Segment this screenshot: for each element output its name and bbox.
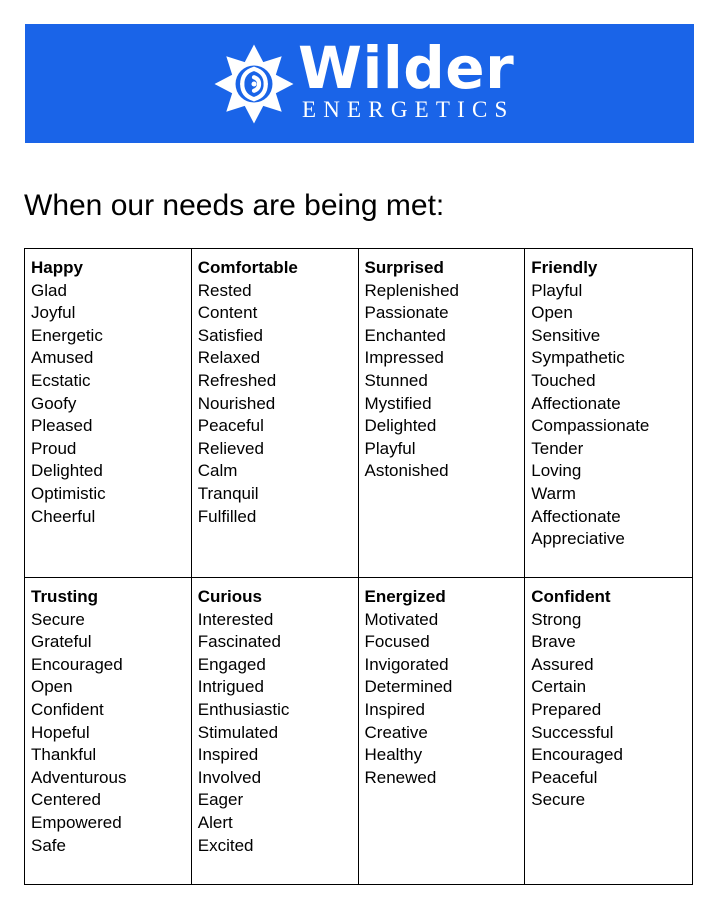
- star-swirl-icon: [212, 42, 296, 126]
- feeling-word: Calm: [197, 461, 238, 481]
- feeling-word: Energetic: [31, 325, 103, 345]
- feeling-word: Strong: [531, 609, 582, 629]
- feeling-word: Satisfied: [197, 325, 263, 345]
- feeling-word-list: [531, 280, 686, 551]
- feeling-word: Glad: [31, 280, 67, 300]
- feeling-word: Passionate: [364, 303, 449, 323]
- feeling-group-title: Surprised: [364, 258, 444, 277]
- feeling-word: Determined: [364, 677, 453, 697]
- feeling-word: Interested: [197, 609, 274, 629]
- feeling-word: Successful: [531, 722, 614, 742]
- brand-name: Wilder: [298, 34, 515, 102]
- feeling-word: Empowered: [31, 812, 122, 832]
- feeling-group-title: Energized: [364, 587, 446, 606]
- feeling-word: Appreciative: [531, 529, 625, 549]
- feeling-word: Delighted: [31, 461, 103, 481]
- feeling-group-title: Confident: [531, 587, 611, 606]
- feeling-word: Grateful: [31, 632, 92, 652]
- feeling-word: Engaged: [197, 654, 266, 674]
- brand-wordmark: [298, 36, 538, 128]
- feeling-word: Playful: [531, 280, 583, 300]
- feeling-word: Mystified: [364, 393, 432, 413]
- feeling-word: Nourished: [197, 393, 276, 413]
- feeling-word: Delighted: [364, 416, 437, 436]
- feeling-word: Encouraged: [31, 654, 123, 674]
- feeling-word: Joyful: [31, 303, 76, 323]
- feeling-group-title: Friendly: [531, 258, 598, 277]
- feeling-group-title: Comfortable: [197, 258, 298, 277]
- feeling-group-cell: [359, 249, 526, 578]
- feeling-word: Confident: [31, 699, 104, 719]
- feeling-group-cell: [25, 578, 192, 884]
- feeling-word-list: [365, 609, 519, 790]
- feeling-group-title: Happy: [31, 258, 83, 277]
- feelings-table: [24, 248, 693, 885]
- feeling-word: Thankful: [31, 745, 97, 765]
- feeling-group-cell: [525, 578, 692, 884]
- feeling-word: Rested: [197, 280, 252, 300]
- feeling-word: Sympathetic: [531, 348, 625, 368]
- feeling-word: Involved: [197, 767, 262, 787]
- feeling-word: Secure: [531, 790, 586, 810]
- feeling-word: Intrigued: [197, 677, 264, 697]
- feeling-group-cell: [525, 249, 692, 578]
- feeling-word: Hopeful: [31, 722, 90, 742]
- feeling-word: Relaxed: [197, 348, 261, 368]
- feeling-word: Open: [531, 303, 573, 323]
- feeling-word: Encouraged: [531, 745, 623, 765]
- feeling-word: Centered: [31, 790, 101, 810]
- feeling-word: Inspired: [197, 745, 259, 765]
- feeling-word: Fascinated: [197, 632, 281, 652]
- feeling-word: Sensitive: [531, 325, 601, 345]
- feeling-group-cell: [192, 249, 359, 578]
- feeling-word-list: [31, 280, 185, 529]
- feeling-word: Alert: [197, 812, 233, 832]
- feeling-word: Assured: [531, 654, 594, 674]
- feeling-word: Replenished: [364, 280, 460, 300]
- feeling-word: Pleased: [31, 416, 93, 436]
- feeling-word: Compassionate: [531, 416, 650, 436]
- feeling-word: Proud: [31, 438, 77, 458]
- feeling-group-title: Trusting: [31, 587, 99, 606]
- feeling-group-cell: [192, 578, 359, 884]
- feeling-word: Enchanted: [364, 325, 446, 345]
- feeling-word: Stunned: [364, 370, 428, 390]
- feeling-word: Peaceful: [531, 767, 598, 787]
- feeling-word: Fulfilled: [197, 506, 257, 526]
- feeling-word: Certain: [531, 677, 587, 697]
- feeling-word: Focused: [364, 632, 430, 652]
- feeling-word: Playful: [364, 438, 416, 458]
- feeling-group-title: Curious: [197, 587, 262, 606]
- feeling-word: Adventurous: [31, 767, 127, 787]
- feeling-word: Invigorated: [364, 654, 449, 674]
- feeling-word-list: [365, 280, 519, 483]
- feeling-word: Open: [31, 677, 73, 697]
- feeling-word: Cheerful: [31, 506, 96, 526]
- feeling-word: Astonished: [364, 461, 449, 481]
- feeling-word: Inspired: [364, 699, 425, 719]
- feeling-word: Relieved: [197, 438, 264, 458]
- feeling-word-list: [198, 609, 352, 858]
- feeling-word: Affectionate: [531, 393, 621, 413]
- feeling-group-cell: [25, 249, 192, 578]
- feeling-word: Renewed: [364, 767, 437, 787]
- feeling-word: Excited: [197, 835, 254, 855]
- feeling-word: Brave: [531, 632, 576, 652]
- feeling-word: Motivated: [364, 609, 439, 629]
- feeling-word: Stimulated: [197, 722, 279, 742]
- feeling-word: Ecstatic: [31, 370, 91, 390]
- feeling-word: Affectionate: [531, 506, 621, 526]
- feeling-word: Secure: [31, 609, 85, 629]
- feeling-word-list: [198, 280, 352, 529]
- feeling-word-list: [531, 609, 686, 812]
- feeling-word: Optimistic: [31, 483, 106, 503]
- feeling-word: Content: [197, 303, 258, 323]
- page-heading: When our needs are being met:: [24, 189, 445, 222]
- feeling-word: Tranquil: [197, 483, 259, 503]
- feeling-word: Tender: [531, 438, 584, 458]
- feeling-word: Peaceful: [197, 416, 264, 436]
- feeling-word-list: [31, 609, 185, 858]
- feeling-word: Creative: [364, 722, 428, 742]
- feeling-word: Impressed: [364, 348, 444, 368]
- feeling-word: Refreshed: [197, 370, 277, 390]
- feeling-word: Goofy: [31, 393, 77, 413]
- feeling-word: Healthy: [364, 745, 423, 765]
- feeling-word: Warm: [531, 483, 576, 503]
- feeling-group-cell: [359, 578, 526, 884]
- feeling-word: Amused: [31, 348, 94, 368]
- feeling-word: Prepared: [531, 699, 602, 719]
- feeling-word: Eager: [197, 790, 244, 810]
- feeling-word: Enthusiastic: [197, 699, 290, 719]
- brand-subtitle: ENERGETICS: [302, 97, 515, 122]
- feeling-word: Loving: [531, 461, 582, 481]
- feeling-word: Safe: [31, 835, 66, 855]
- feeling-word: Touched: [531, 370, 596, 390]
